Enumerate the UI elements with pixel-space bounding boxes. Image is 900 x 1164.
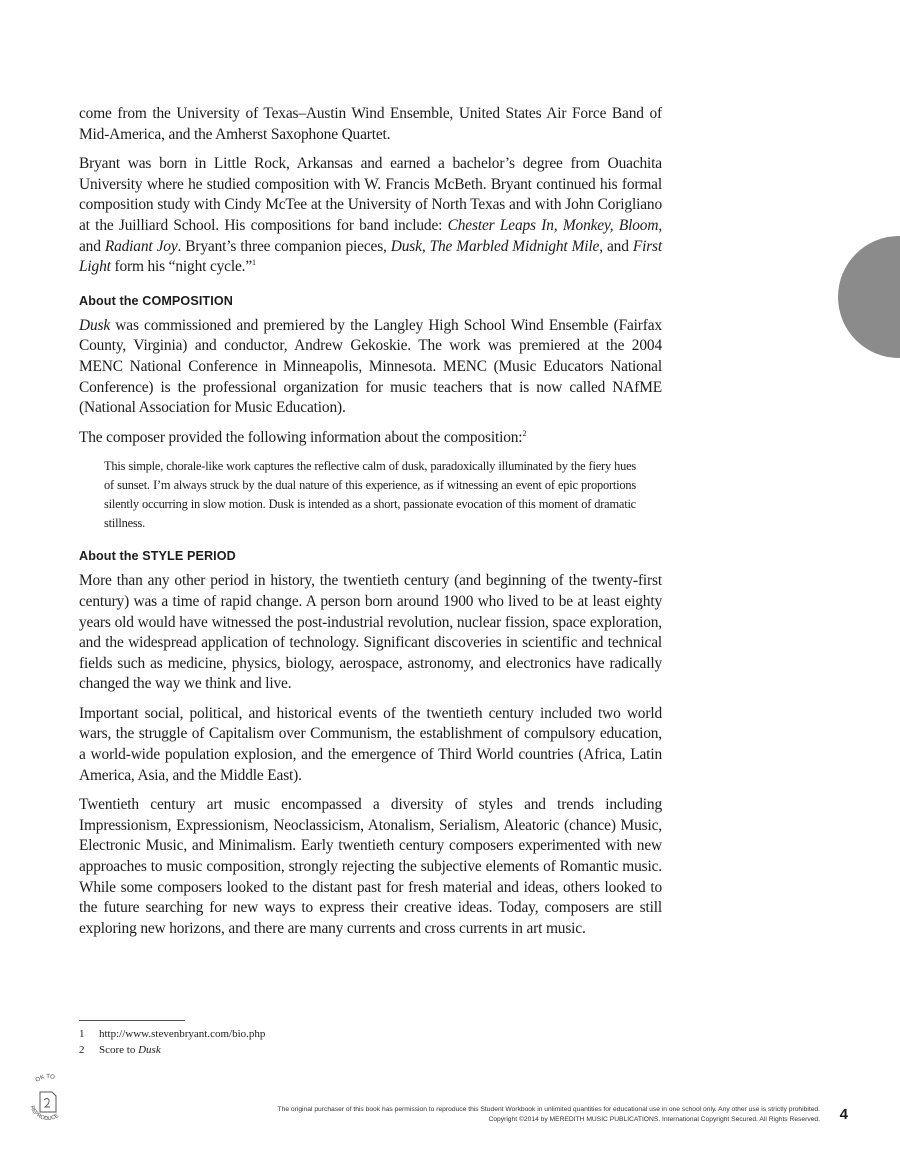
style-heading: About the STYLE PERIOD <box>79 549 236 564</box>
footnote-1: 1 http://www.stevenbryant.com/bio.php <box>79 1028 266 1040</box>
composition-paragraph-2: The composer provided the following information about the composition:$^2$ <box>79 428 527 446</box>
dusk-titles: Dusk, The Marbled Midnight Mile, <box>390 237 603 255</box>
svg-text:OK TO <box>35 1074 56 1084</box>
footer-permission: The original purchaser of this book has permission to reproduce this Student Workbook in unlimited quantities for educational use in one school only. Any other use is strictly prohibited. <box>277 1106 820 1113</box>
intro-paragraph-2: Bryant was born in Little Rock, Arkansas and earned a bachelor’s degree from Ouachita University where he studied composition with W. Francis McBeth. Bryant continued his formal composition study with Cindy McTee at the University of North Texas and with John Corigliano at the Juilliard School. His compositions for band include: Chester Leaps In, Monkey, Bloom, and Radiant Joy. Bryant’s three companion pieces, Dusk, The Marbled Midnight Mile, and First Light form his “night cycle.”$^1$ <box>79 155 663 276</box>
chester-titles: Chester Leaps In, Monkey, Bloom, <box>447 216 663 234</box>
svg-text:REPRODUCE <box>29 1105 61 1122</box>
radiant-joy-title: Radiant Joy <box>104 237 178 255</box>
main-content <box>79 104 662 948</box>
composition-paragraph-1: Dusk was commissioned and premiered by the Langley High School Wind Ensemble (Fairfax County, Virginia) and conductor, Andrew Gekoskie. The work was premiered at the 2004 MENC National Conference in Minneapolis, Minnesota. MENC (Music Educators National Conference) is the professional organization for music teachers that is now called NAfME (National Association for Music Education). <box>79 316 662 417</box>
badge-bottom-text: REPRODUCE <box>28 1105 60 1123</box>
chapter-tab <box>838 236 900 358</box>
composition-heading: About the COMPOSITION <box>79 293 233 308</box>
copyright-footer <box>278 1105 820 1124</box>
footnote-2: 2 Score to Dusk <box>79 1044 161 1056</box>
footnote-ref-2: 2 <box>522 428 527 438</box>
footer-copyright: Copyright ©2014 by MEREDITH MUSIC PUBLICATIONS. International Copyright Secured. All Rights Reserved. <box>488 1115 820 1123</box>
badge-top-text: OK TO <box>34 1073 56 1084</box>
footnote-divider <box>79 1020 185 1021</box>
style-paragraph-3: Twentieth century art music encompassed a diversity of styles and trends including Impressionism, Expressionism, Neoclassicism, Atonalism, Serialism, Aleatoric (chance) Music, Electronic Music, and Minimalism. Early twentieth century composers experimented with new approaches to music composition, strongly rejecting the subjective elements of Romantic music. While some composers looked to the distant past for fresh material and ideas, others looked to the future searching for new ways to express their creative ideas. Today, composers are still exploring new horizons, and there are many currents and cross currents in art music. <box>79 796 662 937</box>
style-paragraph-1: More than any other period in history, the twentieth century (and beginning of the twenty-first century) was a time of rapid change. A person born around 1900 who lived to be at least eighty years old would have witnessed the post-industrial revolution, nuclear fission, space exploration, and the widespread application of technology. Significant discoveries in scientific and technical fields such as medicine, physics, biology, aerospace, astronomy, and electronics have radically changed the way we think and live. <box>79 572 662 693</box>
page-number: 4 <box>839 1106 848 1123</box>
intro-paragraph-1: come from the University of Texas–Austin Wind Ensemble, United States Air Force Band of Mid-America, and the Amherst Saxophone Quartet. <box>79 105 662 143</box>
footnotes <box>79 1026 265 1058</box>
ok-to-reproduce-icon <box>26 1068 70 1124</box>
first-light-title: First Light <box>79 237 663 276</box>
footnote-ref-1: 1 <box>252 258 256 268</box>
style-paragraph-2: Important social, political, and historical events of the twentieth century included two world wars, the struggle of Capitalism over Communism, the establishment of compulsory education, a world-wide population explosion, and the emergence of Third World countries (Africa, Latin America, Asia, and the Middle East). <box>79 704 662 784</box>
composer-quote: This simple, chorale-like work captures the reflective calm of dusk, paradoxically illuminated by the fiery hues of sunset. I’m always struck by the dual nature of this experience, as if witnessing an event of epic proportions silently occurring in slow motion. Dusk is intended as a short, passionate evocation of this moment of dramatic stillness. <box>104 459 636 531</box>
dusk-title: Dusk <box>79 316 111 334</box>
